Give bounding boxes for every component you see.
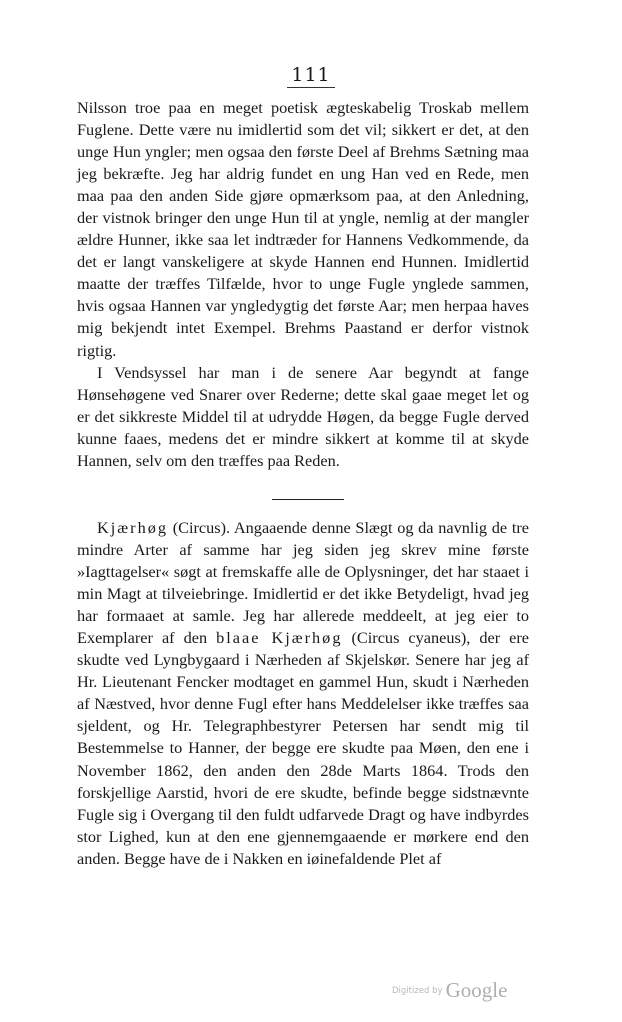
digitized-watermark: [392, 978, 507, 1003]
watermark-prefix: Digitized by: [392, 986, 443, 996]
paragraph-3: [77, 517, 529, 870]
page-number-text: 111: [287, 64, 334, 88]
google-logo: Google: [445, 978, 508, 1002]
section-1-text: [77, 97, 529, 472]
section-heading: Kjærhøg: [97, 518, 168, 537]
paragraph-3-rest: (Circus cyaneus), der ere skudte ved Lyngbygaard i Nærheden af Skjelskør. Senere har jeg af Hr. Lieutenant Fencker modtaget en gammel Hun, skudt i Nærheden af Næstved, hvor denne Fugl efter hans Meddelelser ikke træffes saa sjeldent, og Hr. Telegraphbestyrer Petersen har sendt mig til Bestemmelse to Hanner, der begge ere skudte paa Møen, den ene i November 1862, den anden den 28de Marts 1864. Trods den forskjellige Aarstid, hvori de ere skudte, befinde begge sidstnævnte Fugle sig i Overgang til den fuldt udfarvede Dragt og have indbyrdes stor Lighed, kun at den ene gjennemgaaende er mørkere end den anden. Begge have de i Nakken en iøinefaldende Plet af: [77, 628, 530, 868]
paragraph-3-intro: Angaaende denne Slægt og da navnlig de tre mindre Arter af samme har jeg siden jeg skrev mine første »Iagttagelser« søgt at fremskaffe alle de Oplysninger, det har staaet i min Magt at tilveiebringe. Imidlertid er det ikke Betydeligt, hvad jeg har formaaet at samle. Jeg har allerede meddeelt, at jeg eier to Exemplarer af den: [77, 518, 529, 648]
paragraph-2: I Vendsyssel har man i de senere Aar begyndt at fange Hønsehøgene ved Snarer over Rederne; dette skal gaae meget let og er det sikkreste Middel til at udrydde Høgen, da begge Fugle derved kunne faaes, medens det er mindre sikkert at komme til at skyde Hannen, selv om den træffes paa Reden.: [77, 362, 529, 470]
paragraph-1: Nilsson troe paa en meget poetisk ægteskabelig Troskab mellem Fuglene. Dette være nu imidlertid som det vil; sikkert er det, at den unge Hun yngler; men ogsaa den første Deel af Brehms Sætning maa jeg bekræfte. Jeg har aldrig fundet en ung Han ved en Rede, men maa paa den anden Side gjøre opmærksom paa, at den Anledning, der vistnok bringer den unge Hun til at yngle, nemlig at der mangler ældre Hunner, ikke saa let indtræder for Hannens Vedkommende, da det er langt vanskeligere at skyde Hannen end Hunnen. Imidlertid maatte der træffes Tilfælde, hvor to unge Fugle ynglede sammen, hvis ogsaa Hannen var yngledygtig det første Aar; men herpaa haves mig bekjendt intet Exempel. Brehms Paastand er derfor vistnok rigtig.: [77, 98, 529, 360]
section-divider: [272, 499, 344, 500]
species-name: blaae Kjærhøg: [216, 628, 343, 648]
section-2-text: [77, 517, 529, 870]
section-heading-latin: (Circus).: [172, 518, 231, 537]
page-number: [0, 64, 622, 88]
